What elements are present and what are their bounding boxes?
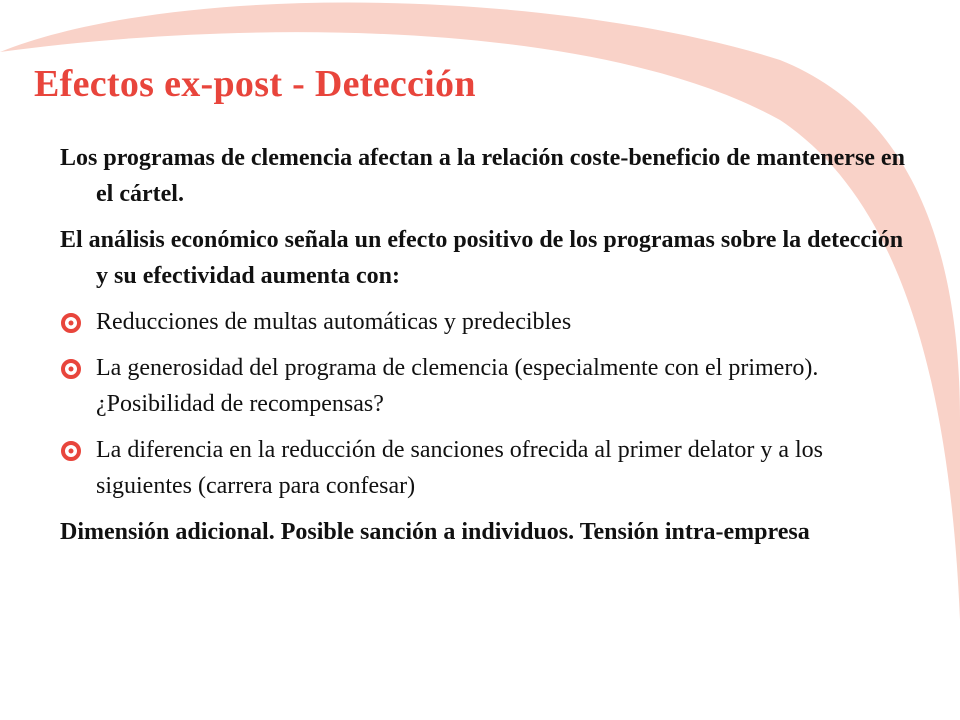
flower-bullet-icon bbox=[60, 440, 82, 462]
bullet-text: Reducciones de multas automáticas y predecibles bbox=[96, 309, 572, 335]
bullet-item-reducciones bbox=[60, 304, 920, 340]
flower-bullet-icon bbox=[60, 358, 82, 380]
slide-content bbox=[60, 140, 920, 560]
flower-bullet-icon bbox=[60, 312, 82, 334]
slide-title: Efectos ex-post - Detección bbox=[34, 63, 476, 105]
paragraph-dimension-adicional: Dimensión adicional. Posible sanción a individuos. Tensión intra-empresa bbox=[60, 519, 810, 545]
paragraph-relacion-coste-beneficio: Los programas de clemencia afectan a la relación coste-beneficio de mantenerse en el cártel. bbox=[60, 145, 905, 207]
bullet-text: La generosidad del programa de clemencia (especialmente con el primero). ¿Posibilidad de recompensas? bbox=[96, 355, 819, 417]
paragraph-analisis-economico: El análisis económico señala un efecto positivo de los programas sobre la detección y su efectividad aumenta con: bbox=[60, 227, 904, 289]
bullet-item-diferencia bbox=[60, 432, 920, 504]
bullet-item-generosidad bbox=[60, 350, 920, 422]
bullet-text: La diferencia en la reducción de sanciones ofrecida al primer delator y a los siguientes (carrera para confesar) bbox=[96, 437, 823, 499]
